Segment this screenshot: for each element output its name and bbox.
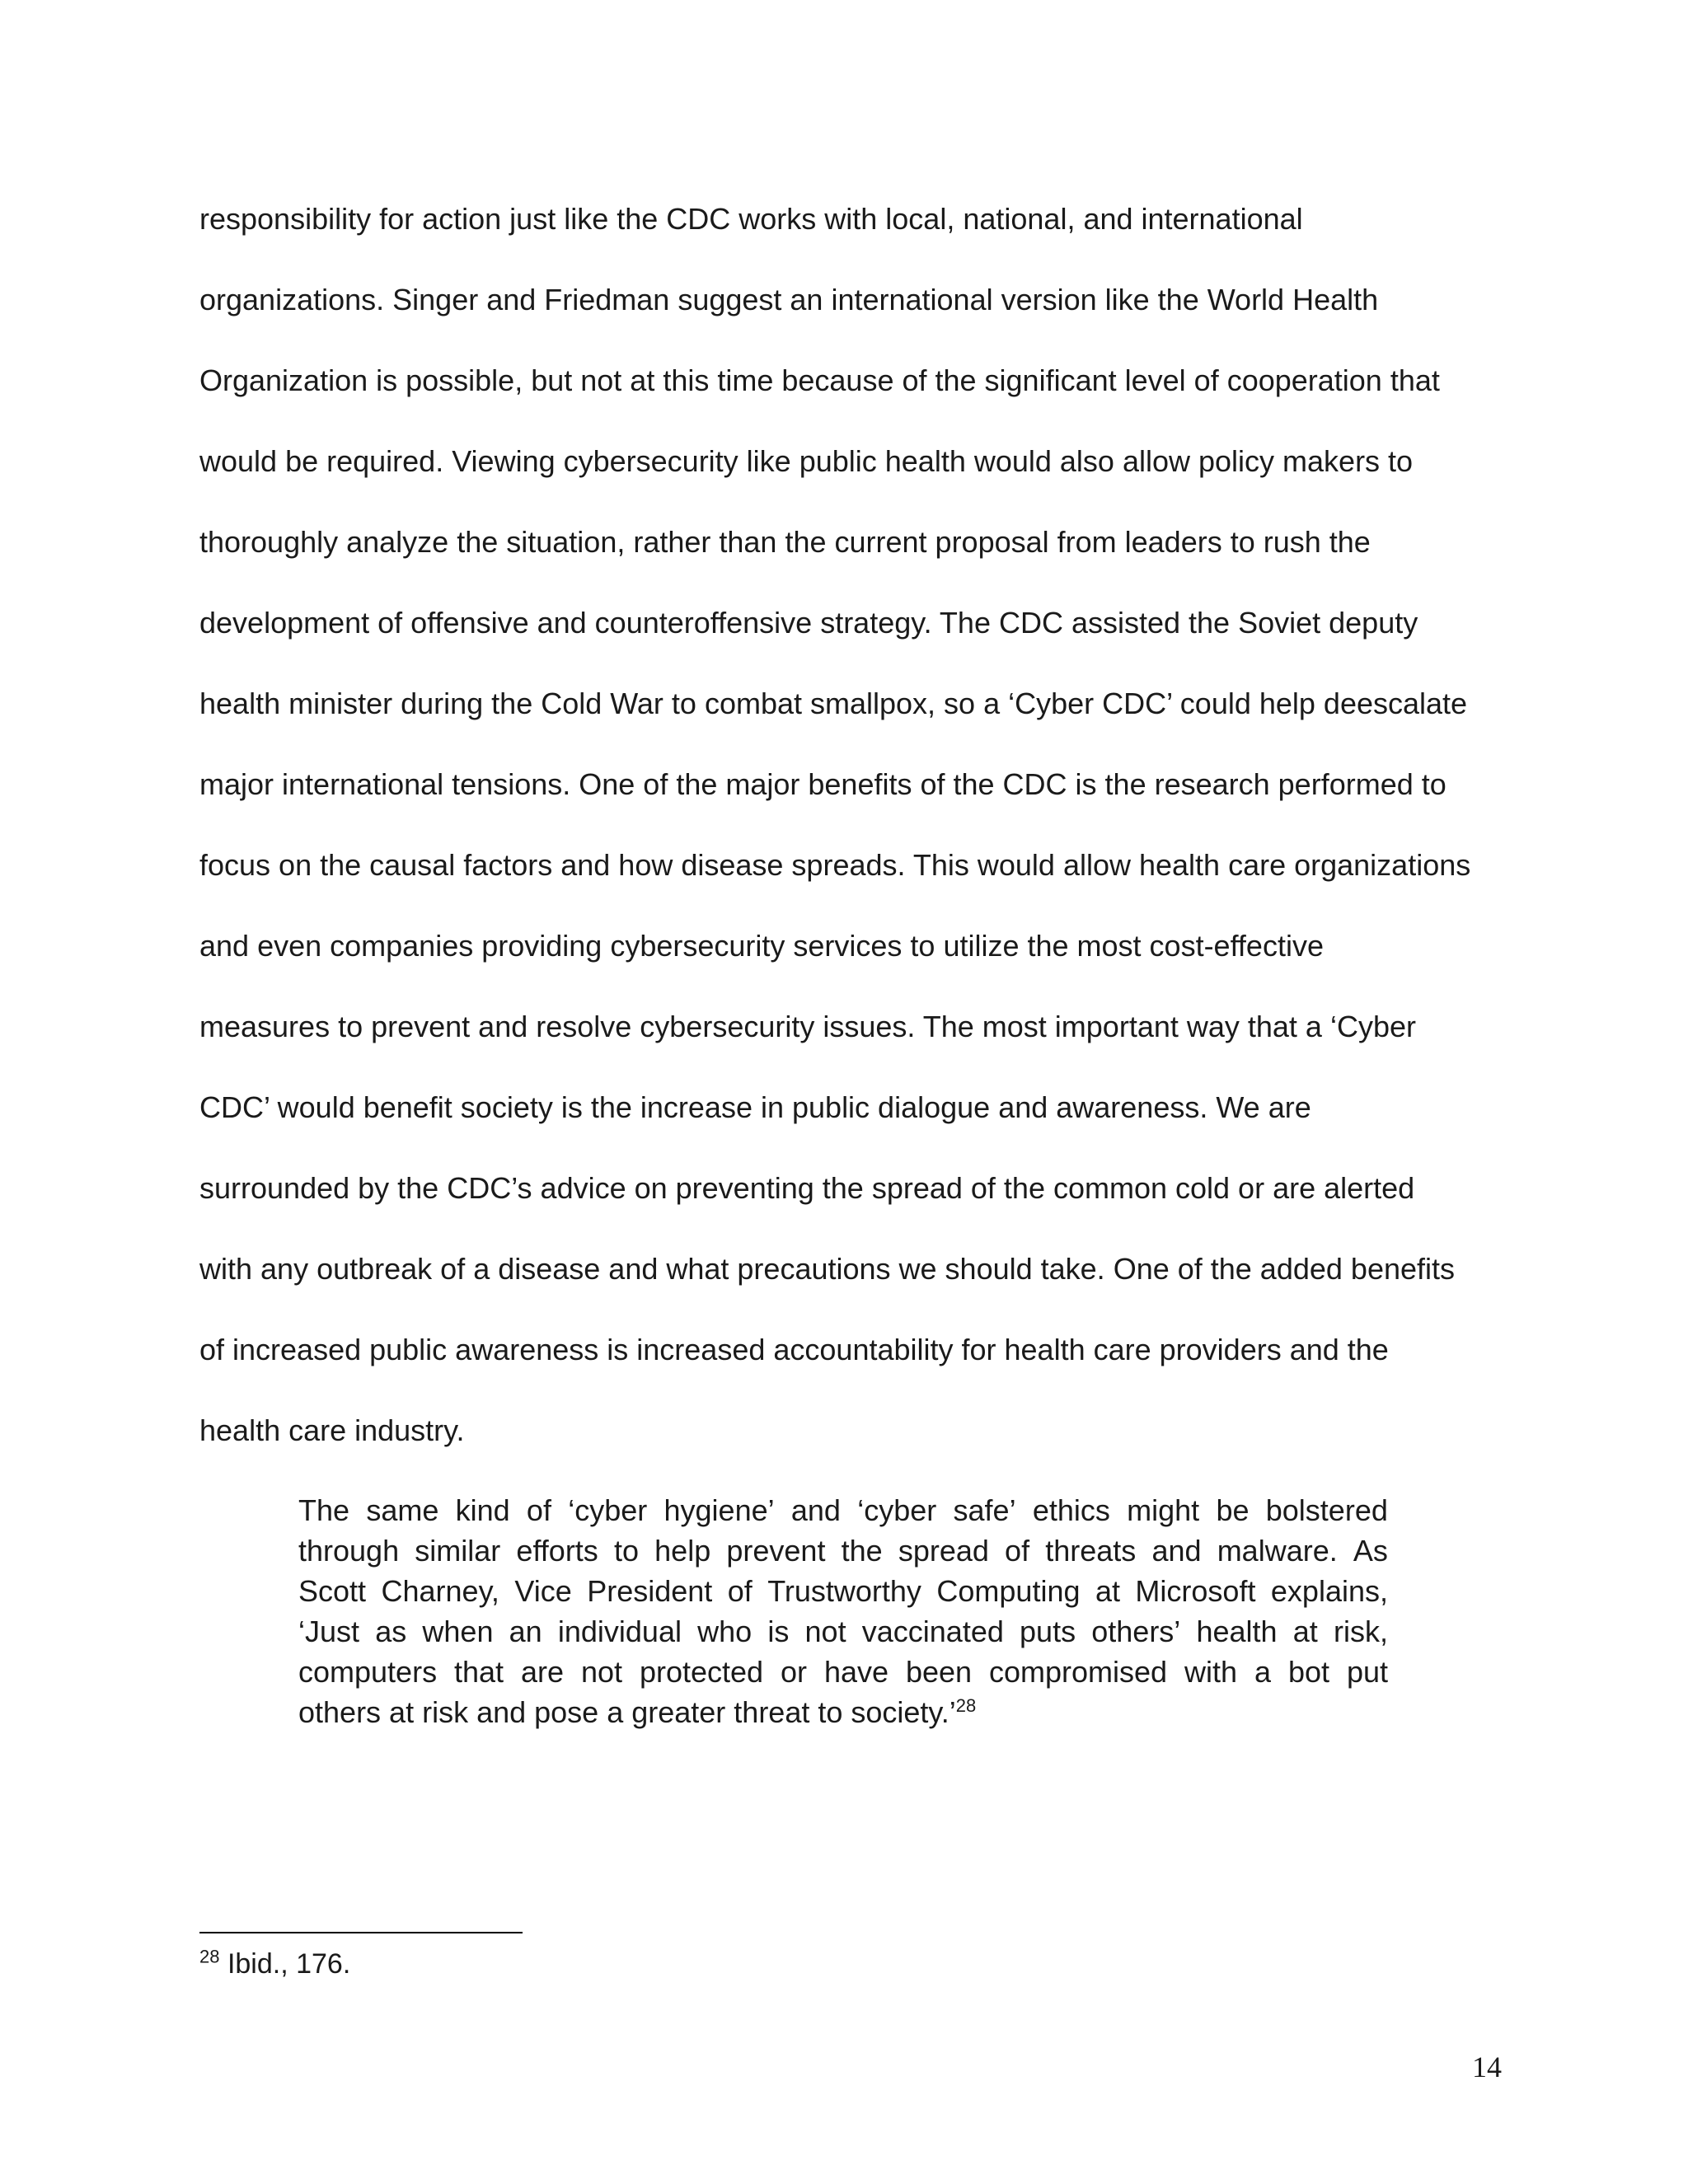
footnote-text: Ibid., 176. — [227, 1948, 351, 1980]
body-line: development of offensive and counteroffensive strategy. The CDC assisted the Soviet deputy — [199, 606, 1418, 640]
footnote — [199, 1945, 350, 1983]
body-line: health care industry. — [199, 1413, 465, 1447]
quote-word: explains, — [1270, 1574, 1388, 1608]
quote-word: at — [1095, 1574, 1120, 1608]
quote-word: Computing — [936, 1574, 1081, 1608]
page-number: 14 — [1472, 2050, 1502, 2083]
quote-word: as — [375, 1615, 407, 1648]
body-paragraph — [199, 196, 1502, 1488]
quote-word: ‘cyber — [568, 1493, 648, 1527]
body-line: health minister during the Cold War to combat smallpox, so a ‘Cyber CDC’ could help deescalate — [199, 687, 1468, 720]
quote-word: compromised — [989, 1655, 1168, 1689]
quote-word: of — [526, 1493, 551, 1527]
quote-word: ‘Just — [298, 1615, 360, 1648]
quote-word: ethics — [1032, 1493, 1110, 1527]
quote-word: an — [509, 1615, 542, 1648]
footnote-separator — [199, 1932, 523, 1933]
body-line: organizations. Singer and Friedman suggest an international version like the World Health — [199, 283, 1379, 316]
quote-word: malware. — [1217, 1534, 1338, 1568]
body-line: major international tensions. One of the major benefits of the CDC is the research performed to — [199, 767, 1447, 801]
quote-word: not — [580, 1655, 623, 1689]
quote-word: puts — [1020, 1615, 1076, 1648]
quote-word: and — [790, 1493, 841, 1527]
quote-word: a — [1254, 1655, 1272, 1689]
quote-word: efforts — [516, 1534, 598, 1568]
quote-word: have — [823, 1655, 889, 1689]
quote-word: bolstered — [1265, 1493, 1388, 1527]
block-quote — [298, 1490, 1388, 1732]
quote-word: health — [1196, 1615, 1278, 1648]
quote-word: when — [422, 1615, 494, 1648]
quote-word: threats — [1045, 1534, 1137, 1568]
quote-word: through — [298, 1534, 400, 1568]
quote-word: of — [727, 1574, 753, 1608]
quote-word: individual — [557, 1615, 682, 1648]
quote-word: ‘cyber — [857, 1493, 937, 1527]
quote-word: help — [654, 1534, 711, 1568]
quote-line — [298, 1652, 1388, 1692]
quote-word: might — [1127, 1493, 1200, 1527]
quote-line — [298, 1530, 1388, 1571]
quote-word: kind — [455, 1493, 510, 1527]
quote-word: and — [1151, 1534, 1202, 1568]
quote-word: Trustworthy — [767, 1574, 921, 1608]
quote-word: not — [804, 1615, 846, 1648]
body-line: of increased public awareness is increased accountability for health care providers and the — [199, 1333, 1389, 1366]
body-line: would be required. Viewing cybersecurity like public health would also allow policy makers to — [199, 444, 1414, 478]
quote-word: hygiene’ — [663, 1493, 775, 1527]
quote-word: be — [1216, 1493, 1250, 1527]
footnote-reference[interactable]: 28 — [955, 1695, 977, 1716]
quote-word: prevent — [726, 1534, 826, 1568]
quote-word: Charney, — [381, 1574, 499, 1608]
quote-word: As — [1353, 1534, 1388, 1568]
quote-word: others’ — [1091, 1615, 1181, 1648]
quote-word: the — [841, 1534, 883, 1568]
body-line: measures to prevent and resolve cybersecurity issues. The most important way that a ‘Cyber — [199, 1010, 1416, 1043]
quote-word: Scott — [298, 1574, 367, 1608]
quote-word: been — [905, 1655, 973, 1689]
quote-word: bot — [1287, 1655, 1329, 1689]
quote-word: risk, — [1333, 1615, 1388, 1648]
quote-word: to — [613, 1534, 639, 1568]
quote-word: or — [781, 1655, 808, 1689]
body-line: responsibility for action just like the CDC works with local, national, and international — [199, 202, 1303, 236]
body-line: CDC’ would benefit society is the increase in public dialogue and awareness. We are — [199, 1090, 1311, 1124]
quote-word: of — [1005, 1534, 1030, 1568]
quote-word: are — [521, 1655, 565, 1689]
quote-word: that — [454, 1655, 504, 1689]
body-line: thoroughly analyze the situation, rather than the current proposal from leaders to rush the — [199, 525, 1371, 559]
body-line: and even companies providing cybersecurity services to utilize the most cost-effective — [199, 929, 1324, 963]
quote-word: Microsoft — [1135, 1574, 1256, 1608]
quote-word: President — [587, 1574, 713, 1608]
quote-word: same — [366, 1493, 439, 1527]
quote-word: put — [1346, 1655, 1388, 1689]
quote-word: spread — [898, 1534, 989, 1568]
quote-word: safe’ — [953, 1493, 1016, 1527]
quote-word: is — [767, 1615, 790, 1648]
quote-line — [298, 1611, 1388, 1652]
quote-word: The — [298, 1493, 350, 1527]
quote-line-text: others at risk and pose a greater threat to society.’ — [298, 1695, 956, 1729]
quote-word: with — [1184, 1655, 1238, 1689]
quote-word: similar — [415, 1534, 501, 1568]
body-line: focus on the causal factors and how disease spreads. This would allow health care organizations — [199, 848, 1471, 882]
footnote-number: 28 — [199, 1946, 220, 1967]
body-line: surrounded by the CDC’s advice on preventing the spread of the common cold or are alerted — [199, 1171, 1415, 1205]
quote-last-line — [298, 1692, 1388, 1732]
quote-word: Vice — [514, 1574, 572, 1608]
quote-word: vaccinated — [861, 1615, 1004, 1648]
quote-word: computers — [298, 1655, 438, 1689]
quote-line — [298, 1571, 1388, 1611]
quote-word: protected — [639, 1655, 764, 1689]
body-line: with any outbreak of a disease and what precautions we should take. One of the added benefits — [199, 1252, 1456, 1286]
body-line: Organization is possible, but not at this time because of the significant level of cooperation that — [199, 363, 1440, 397]
quote-word: who — [697, 1615, 753, 1648]
quote-word: at — [1292, 1615, 1318, 1648]
quote-line — [298, 1490, 1388, 1530]
